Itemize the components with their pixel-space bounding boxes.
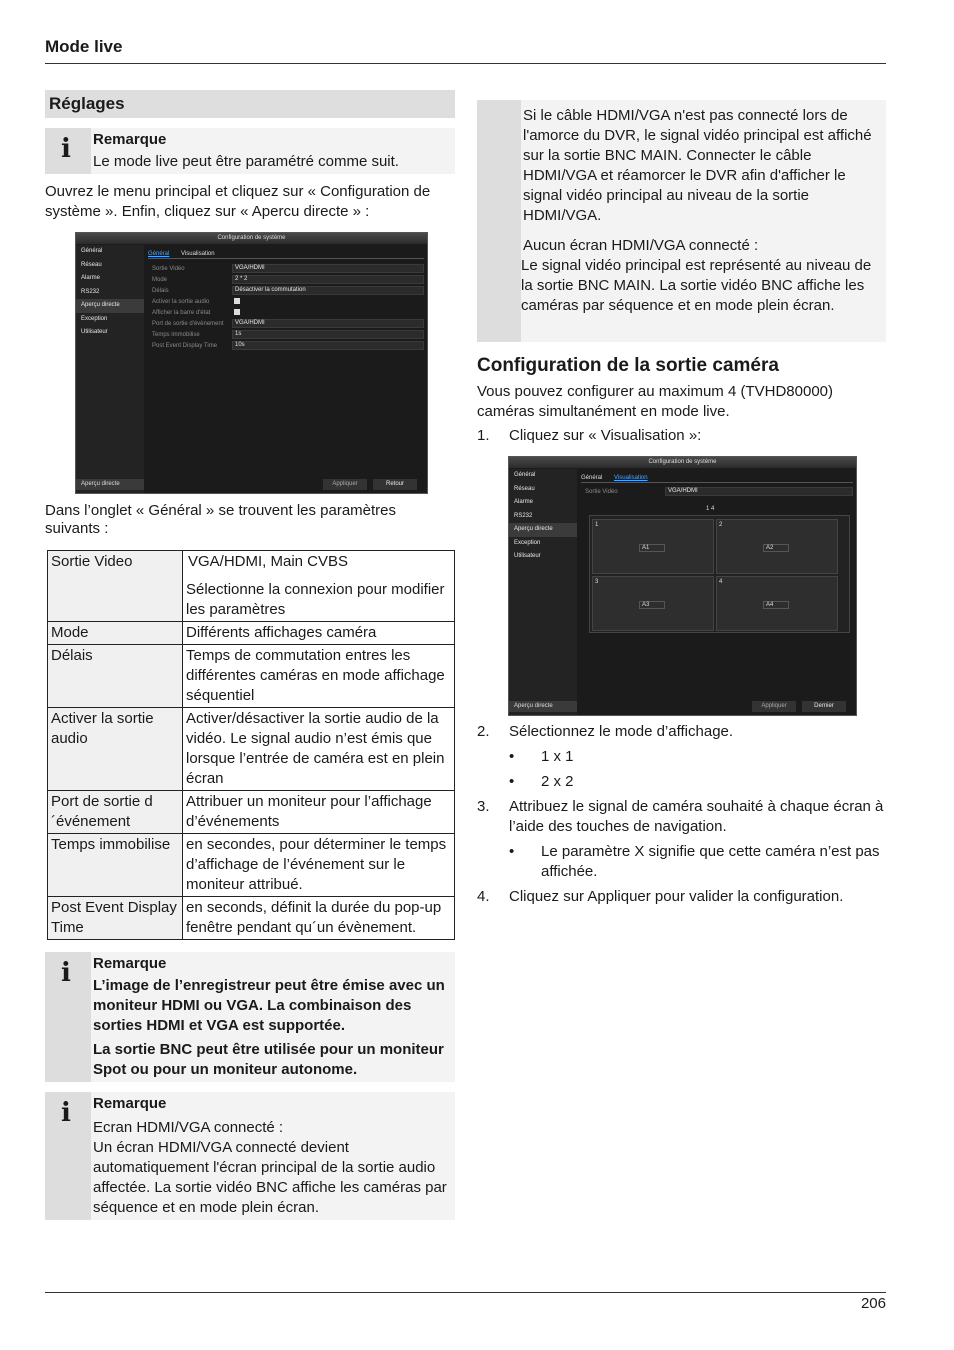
param-desc: Différents affichages caméra	[183, 622, 455, 645]
dvr-menu-item: Exception	[81, 315, 108, 322]
footer-divider	[45, 1292, 886, 1293]
note-text: L’image de l’enregistreur peut être émise avec un moniteur HDMI ou VGA. La combinaison des sorties HDMI et VGA est supportée.	[93, 977, 445, 1034]
dvr-row: Post Event Display Time 10s	[148, 340, 424, 351]
param-name: Post Event Display Time	[48, 897, 183, 940]
param-desc: Attribuer un moniteur pour l’affichage d’événements	[183, 791, 455, 834]
intro-paragraph: Ouvrez le menu principal et cliquez sur « Configuration de système ». Enfin, cliquez sur « Apercu directe » :	[45, 183, 431, 220]
header-title: Mode live	[45, 37, 123, 56]
dvr-menu-item: RS232	[81, 288, 100, 295]
info-icon: i	[61, 1098, 71, 1128]
camera-intro: Vous pouvez configurer au maximum 4 (TVHD80000) caméras simultanément en mode live.	[477, 383, 834, 420]
dvr-tabs	[581, 473, 853, 483]
dvr-menu-item: Alarme	[514, 499, 534, 505]
dvr-buttons	[746, 701, 846, 712]
note-title: Remarque	[93, 131, 167, 148]
checkbox-icon	[234, 298, 240, 304]
step-item: 4. Cliquez sur Appliquer pour valider la configuration.	[477, 888, 844, 905]
table-row	[48, 834, 455, 897]
dvr-sidebar	[76, 245, 144, 493]
camera-grid	[589, 515, 850, 633]
dvr-tabs	[148, 249, 424, 259]
page-indicator: 1 4	[706, 506, 715, 512]
note-text: Si le câble HDMI/VGA n'est pas connecté lors de l'amorce du DVR, le signal vidéo principal est affiché sur la sortie BNC MAIN. Connecter le câble HDMI/VGA et réamorcer le DVR afin d'afficher le signal vidéo principal au niveau de la sortie HDMI/VGA.	[523, 107, 872, 224]
note-text: Aucun écran HDMI/VGA connecté :	[523, 237, 759, 254]
dvr-menu-item: Utilisateur	[514, 553, 541, 559]
camera-cell: 1 A1	[592, 519, 714, 574]
dvr-menu-item: Réseau	[81, 261, 102, 268]
dvr-sidebar	[509, 469, 577, 715]
note-text: Le mode live peut être paramétré comme suit.	[93, 153, 399, 170]
param-name: Mode	[48, 622, 183, 645]
dvr-row: Port de sortie d'évènement VGA/HDMI	[148, 318, 424, 329]
note-title: Remarque	[93, 1095, 167, 1112]
bullet-item: • 1 x 1	[509, 748, 574, 765]
info-icon: i	[61, 958, 71, 988]
page-header	[45, 36, 886, 64]
dvr-screenshot-visualisation	[508, 456, 857, 716]
dvr-last-button: Dernier	[802, 701, 846, 712]
note-text: Le signal vidéo principal est représenté au niveau de la sortie BNC MAIN. La sortie vidéo BNC affiche les caméras par séquence et en mode plein écran.	[521, 257, 872, 314]
table-row	[48, 645, 455, 708]
dvr-menu-item: RS232	[514, 512, 533, 519]
dvr-menu-item: Utilisateur	[81, 329, 108, 335]
param-desc: en secondes, pour déterminer le temps d’affichage de l’événement sur le moniteur attribué.	[183, 834, 455, 897]
dvr-menu-item: Exception	[514, 539, 541, 546]
dvr-buttons	[317, 479, 417, 490]
dvr-window-title: Configuration de système	[509, 457, 856, 468]
dvr-menu-item-selected: Aperçu directe	[76, 299, 144, 313]
dvr-row: Activer la sortie audio	[148, 296, 424, 307]
dvr-tab: Visualisation	[614, 475, 648, 481]
dvr-back-button: Retour	[373, 479, 417, 490]
table-row	[48, 897, 455, 940]
bullet-item: • Le paramètre X signifie que cette caméra n’est pas affichée.	[509, 843, 880, 880]
dvr-apply-button: Appliquer	[323, 479, 367, 490]
dvr-tab: Visualisation	[181, 251, 215, 257]
param-name: Sortie Video	[48, 551, 183, 622]
section-title-reglages: Réglages	[45, 90, 455, 118]
step-item: 1. Cliquez sur « Visualisation »:	[477, 427, 702, 444]
dvr-menu-item: Alarme	[81, 275, 101, 281]
table-row	[48, 708, 455, 791]
dvr-bottom-item: Aperçu directe	[509, 701, 577, 712]
info-icon: i	[61, 134, 71, 164]
param-desc: VGA/HDMI, Main CVBS Sélectionne la connexion pour modifier les paramètres	[183, 551, 455, 622]
right-column	[477, 100, 886, 907]
dvr-tab: Général	[148, 251, 170, 257]
param-name: Temps immobilise	[48, 834, 183, 897]
param-desc: Temps de commutation entres les différentes caméras en mode affichage séquentiel	[183, 645, 455, 708]
note-box-continued	[477, 100, 886, 342]
bullet-item: • 2 x 2	[509, 773, 574, 790]
dvr-row: Mode 2 * 2	[148, 274, 424, 285]
param-desc: Activer/désactiver la sortie audio de la vidéo. Le signal audio n’est émis que lorsque l’entrée de caméra est en plein écran	[183, 708, 455, 791]
param-name: Délais	[48, 645, 183, 708]
note-box	[45, 1092, 455, 1220]
note-text: La sortie BNC peut être utilisée pour un moniteur Spot ou pour un moniteur autonome.	[93, 1041, 444, 1078]
step-item: 2. Sélectionnez le mode d’affichage.	[477, 723, 734, 740]
dvr-row: Afficher la barre d'état	[148, 307, 424, 318]
table-intro: Dans l’onglet « Général » se trouvent les paramètres suivants :	[45, 502, 397, 537]
dvr-main-panel	[581, 473, 853, 701]
camera-cell: 4 A4	[716, 576, 838, 631]
param-name: Activer la sortie audio	[48, 708, 183, 791]
dvr-row: Délais Désactiver la commutation	[148, 285, 424, 296]
dvr-menu-item: Général	[81, 248, 103, 254]
dvr-row: Sortie Vidéo VGA/HDMI	[148, 263, 424, 274]
dvr-row: Sortie Vidéo VGA/HDMI	[581, 486, 853, 497]
camera-cell: 3 A3	[592, 576, 714, 631]
param-desc: en seconds, définit la durée du pop-up fenêtre pendant qu´un évènement.	[183, 897, 455, 940]
left-column	[45, 90, 455, 1220]
dvr-window-title: Configuration de système	[76, 233, 427, 244]
table-row	[48, 622, 455, 645]
note-text: Ecran HDMI/VGA connecté :	[93, 1119, 284, 1136]
dvr-main-panel	[148, 249, 424, 479]
note-box	[45, 128, 455, 174]
dvr-screenshot-general	[75, 232, 428, 494]
parameters-table	[47, 550, 455, 940]
dvr-menu-item-selected: Aperçu directe	[509, 523, 577, 537]
dvr-menu-item: Général	[514, 472, 536, 478]
camera-cell: 2 A2	[716, 519, 838, 574]
dvr-apply-button: Appliquer	[752, 701, 796, 712]
note-text: Un écran HDMI/VGA connecté devient automatiquement l'écran principal de la sortie audio affectée. La sortie vidéo BNC affiche les caméras par séquence et en mode plein écran.	[93, 1139, 447, 1216]
step-item: 3. Attribuez le signal de caméra souhaité à chaque écran à l’aide des touches de navigation.	[477, 798, 884, 835]
param-name: Port de sortie d´événement	[48, 791, 183, 834]
dvr-menu-item: Réseau	[514, 485, 535, 492]
table-row	[48, 551, 455, 622]
dvr-tab: Général	[581, 475, 603, 481]
page-number: 206	[860, 1295, 886, 1312]
dvr-bottom-item: Aperçu directe	[76, 479, 144, 490]
note-box	[45, 952, 455, 1082]
dvr-row: Temps immobilise 1s	[148, 329, 424, 340]
checkbox-icon	[234, 309, 240, 315]
note-title: Remarque	[93, 955, 167, 972]
section-title-camera-output: Configuration de la sortie caméra	[477, 355, 779, 376]
table-row	[48, 791, 455, 834]
